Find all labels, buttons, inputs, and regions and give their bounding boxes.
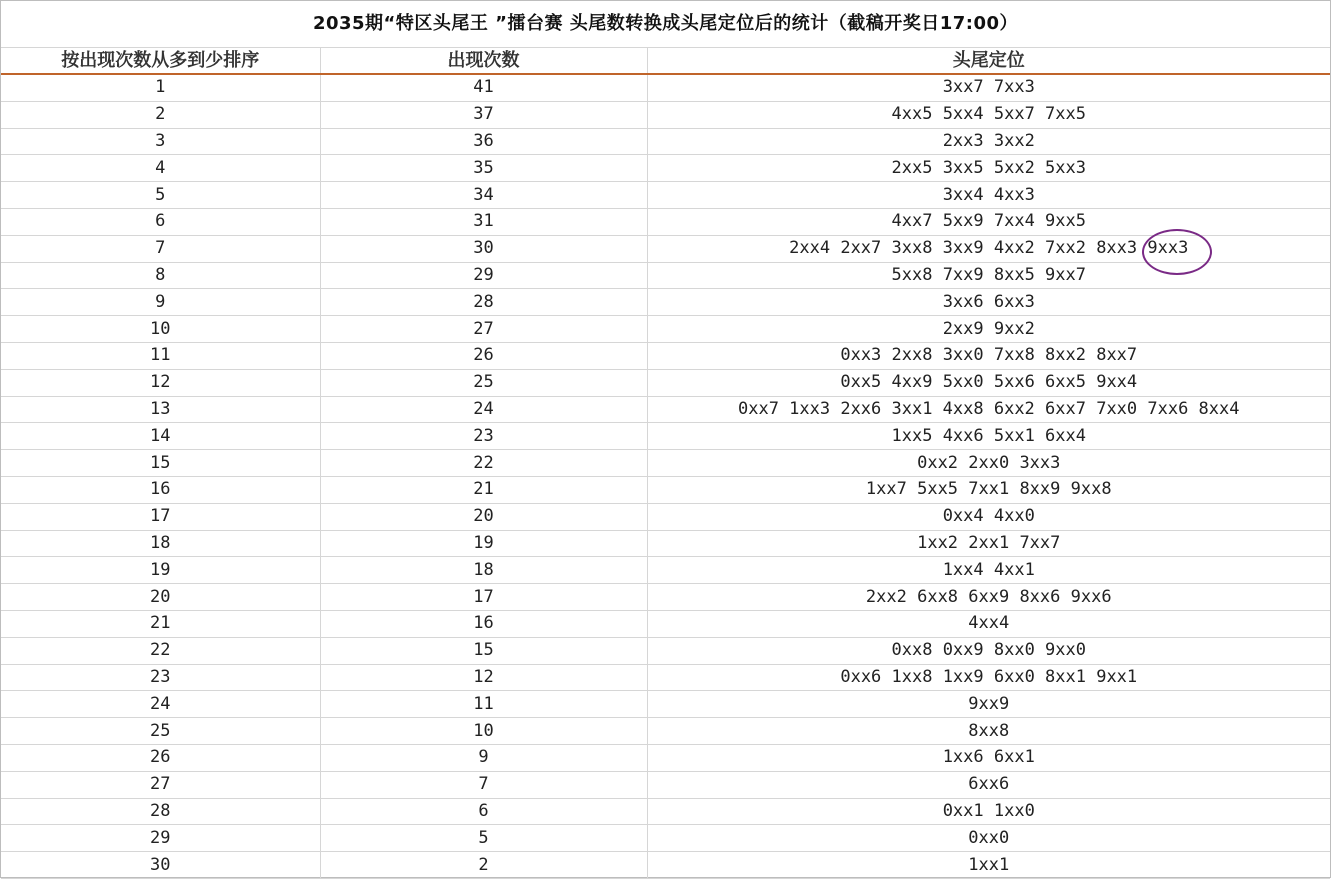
table-row	[1, 691, 1330, 718]
table-row	[1, 825, 1330, 852]
table-row	[1, 664, 1330, 691]
positions-cell[interactable]: 4xx7 5xx9 7xx4 9xx5	[647, 208, 1330, 235]
positions-cell[interactable]: 0xx2 2xx0 3xx3	[647, 450, 1330, 477]
positions-cell[interactable]: 1xx4 4xx1	[647, 557, 1330, 584]
count-cell[interactable]: 25	[320, 369, 647, 396]
rank-cell[interactable]: 22	[1, 637, 320, 664]
table-row	[1, 316, 1330, 343]
count-cell[interactable]: 15	[320, 637, 647, 664]
rank-cell[interactable]: 25	[1, 718, 320, 745]
table-row	[1, 771, 1330, 798]
positions-cell[interactable]: 0xx4 4xx0	[647, 503, 1330, 530]
table-row	[1, 798, 1330, 825]
count-cell[interactable]: 16	[320, 610, 647, 637]
rank-cell[interactable]: 7	[1, 235, 320, 262]
count-cell[interactable]: 20	[320, 503, 647, 530]
rank-cell[interactable]: 2	[1, 101, 320, 128]
rank-cell[interactable]: 30	[1, 852, 320, 879]
rank-cell[interactable]: 20	[1, 584, 320, 611]
count-cell[interactable]: 30	[320, 235, 647, 262]
count-cell[interactable]: 7	[320, 771, 647, 798]
count-cell[interactable]: 28	[320, 289, 647, 316]
stats-table	[1, 48, 1330, 879]
positions-cell[interactable]: 3xx7 7xx3	[647, 74, 1330, 101]
rank-cell[interactable]: 23	[1, 664, 320, 691]
count-cell[interactable]: 36	[320, 128, 647, 155]
positions-cell[interactable]: 1xx6 6xx1	[647, 744, 1330, 771]
rank-cell[interactable]: 17	[1, 503, 320, 530]
rank-cell[interactable]: 16	[1, 476, 320, 503]
count-cell[interactable]: 12	[320, 664, 647, 691]
header-row	[1, 48, 1330, 74]
positions-cell[interactable]: 1xx1	[647, 852, 1330, 879]
table-row	[1, 476, 1330, 503]
rank-cell[interactable]: 10	[1, 316, 320, 343]
table-row	[1, 235, 1330, 262]
positions-cell[interactable]: 2xx9 9xx2	[647, 316, 1330, 343]
table-row	[1, 744, 1330, 771]
positions-cell[interactable]: 4xx5 5xx4 5xx7 7xx5	[647, 101, 1330, 128]
table-row	[1, 584, 1330, 611]
rank-cell[interactable]: 26	[1, 744, 320, 771]
table-row	[1, 852, 1330, 879]
positions-cell[interactable]: 0xx8 0xx9 8xx0 9xx0	[647, 637, 1330, 664]
sheet-title: 2035期“特区头尾王 ”擂台赛 头尾数转换成头尾定位后的统计（截稿开奖日17:00）	[1, 1, 1330, 48]
positions-cell[interactable]: 4xx4	[647, 610, 1330, 637]
table-row	[1, 396, 1330, 423]
positions-cell[interactable]: 0xx5 4xx9 5xx0 5xx6 6xx5 9xx4	[647, 369, 1330, 396]
table-row	[1, 369, 1330, 396]
table-row	[1, 450, 1330, 477]
positions-cell[interactable]: 6xx6	[647, 771, 1330, 798]
table-row	[1, 610, 1330, 637]
rank-cell[interactable]: 27	[1, 771, 320, 798]
table-row	[1, 503, 1330, 530]
count-cell[interactable]: 19	[320, 530, 647, 557]
rank-cell[interactable]: 18	[1, 530, 320, 557]
rank-cell[interactable]: 9	[1, 289, 320, 316]
count-cell[interactable]: 6	[320, 798, 647, 825]
table-row	[1, 155, 1330, 182]
count-cell[interactable]: 18	[320, 557, 647, 584]
count-cell[interactable]: 41	[320, 74, 647, 101]
count-cell[interactable]: 22	[320, 450, 647, 477]
positions-cell[interactable]: 0xx3 2xx8 3xx0 7xx8 8xx2 8xx7	[647, 342, 1330, 369]
count-header: 出现次数	[320, 48, 647, 74]
rank-header: 按出现次数从多到少排序	[1, 48, 320, 74]
positions-cell[interactable]: 0xx6 1xx8 1xx9 6xx0 8xx1 9xx1	[647, 664, 1330, 691]
rank-cell[interactable]: 19	[1, 557, 320, 584]
table-row	[1, 289, 1330, 316]
count-cell[interactable]: 11	[320, 691, 647, 718]
count-cell[interactable]: 31	[320, 208, 647, 235]
rank-cell[interactable]: 29	[1, 825, 320, 852]
count-cell[interactable]: 21	[320, 476, 647, 503]
table-row	[1, 262, 1330, 289]
positions-header: 头尾定位	[647, 48, 1330, 74]
rank-cell[interactable]: 8	[1, 262, 320, 289]
table-body	[1, 74, 1330, 878]
positions-cell[interactable]: 2xx4 2xx7 3xx8 3xx9 4xx2 7xx2 8xx3 9xx3	[647, 235, 1330, 262]
positions-cell[interactable]: 2xx3 3xx2	[647, 128, 1330, 155]
count-cell[interactable]: 2	[320, 852, 647, 879]
positions-cell[interactable]: 1xx7 5xx5 7xx1 8xx9 9xx8	[647, 476, 1330, 503]
rank-cell[interactable]: 1	[1, 74, 320, 101]
rank-cell[interactable]: 11	[1, 342, 320, 369]
positions-cell[interactable]: 3xx4 4xx3	[647, 182, 1330, 209]
count-cell[interactable]: 29	[320, 262, 647, 289]
count-cell[interactable]: 26	[320, 342, 647, 369]
positions-cell[interactable]: 0xx7 1xx3 2xx6 3xx1 4xx8 6xx2 6xx7 7xx0 7xx6 8xx4	[647, 396, 1330, 423]
rank-cell[interactable]: 14	[1, 423, 320, 450]
rank-cell[interactable]: 21	[1, 610, 320, 637]
count-cell[interactable]: 37	[320, 101, 647, 128]
count-cell[interactable]: 27	[320, 316, 647, 343]
count-cell[interactable]: 23	[320, 423, 647, 450]
positions-cell[interactable]: 0xx1 1xx0	[647, 798, 1330, 825]
table-row	[1, 423, 1330, 450]
table-row	[1, 208, 1330, 235]
rank-cell[interactable]: 4	[1, 155, 320, 182]
table-row	[1, 342, 1330, 369]
positions-cell[interactable]: 8xx8	[647, 718, 1330, 745]
table-row	[1, 182, 1330, 209]
positions-cell[interactable]: 1xx5 4xx6 5xx1 6xx4	[647, 423, 1330, 450]
positions-cell[interactable]: 9xx9	[647, 691, 1330, 718]
count-cell[interactable]: 24	[320, 396, 647, 423]
count-cell[interactable]: 34	[320, 182, 647, 209]
count-cell[interactable]: 5	[320, 825, 647, 852]
rank-cell[interactable]: 24	[1, 691, 320, 718]
count-cell[interactable]: 10	[320, 718, 647, 745]
count-cell[interactable]: 9	[320, 744, 647, 771]
positions-cell[interactable]: 1xx2 2xx1 7xx7	[647, 530, 1330, 557]
table-row	[1, 530, 1330, 557]
positions-cell[interactable]: 0xx0	[647, 825, 1330, 852]
rank-cell[interactable]: 6	[1, 208, 320, 235]
rank-cell[interactable]: 15	[1, 450, 320, 477]
positions-cell[interactable]: 2xx2 6xx8 6xx9 8xx6 9xx6	[647, 584, 1330, 611]
rank-cell[interactable]: 28	[1, 798, 320, 825]
count-cell[interactable]: 17	[320, 584, 647, 611]
rank-cell[interactable]: 3	[1, 128, 320, 155]
positions-cell[interactable]: 5xx8 7xx9 8xx5 9xx7	[647, 262, 1330, 289]
table-row	[1, 557, 1330, 584]
positions-cell[interactable]: 2xx5 3xx5 5xx2 5xx3	[647, 155, 1330, 182]
table-row	[1, 74, 1330, 101]
rank-cell[interactable]: 13	[1, 396, 320, 423]
positions-cell[interactable]: 3xx6 6xx3	[647, 289, 1330, 316]
count-cell[interactable]: 35	[320, 155, 647, 182]
table-row	[1, 128, 1330, 155]
table-row	[1, 637, 1330, 664]
table-row	[1, 718, 1330, 745]
rank-cell[interactable]: 5	[1, 182, 320, 209]
table-row	[1, 101, 1330, 128]
rank-cell[interactable]: 12	[1, 369, 320, 396]
